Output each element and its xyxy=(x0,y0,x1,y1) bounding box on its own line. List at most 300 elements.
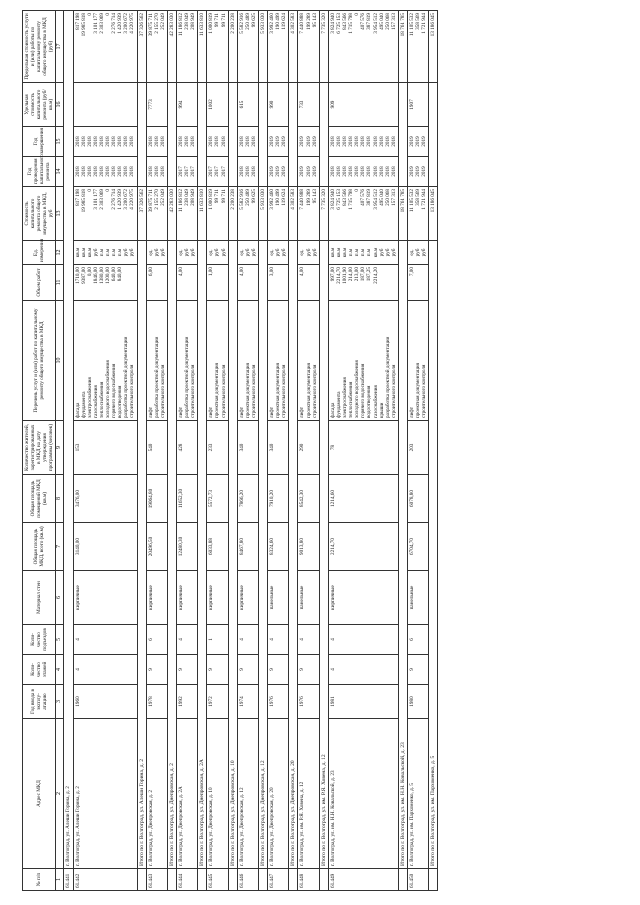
row-number xyxy=(398,869,407,891)
row-number: 61.444 xyxy=(176,869,197,891)
finish-year-value: 2018 xyxy=(390,136,397,147)
wall-material-cell: кирпичные xyxy=(176,571,197,625)
cost-value: 157 313 xyxy=(390,189,397,206)
works-value: теплоснабжения xyxy=(98,381,105,418)
address-cell: г. Волгоград, ул. Днепровская, д. 2А xyxy=(176,719,197,869)
cost-value: 11 105 532 xyxy=(408,189,415,213)
column-header: Количество жителей, зарегистрированных в МКД на дату утверждения программы (человек) xyxy=(23,421,56,475)
repair-year-value: 2017 xyxy=(208,166,215,177)
limit-value: 3 101 177 xyxy=(92,13,99,34)
row-number: 61.449 xyxy=(328,869,398,891)
repair-year-value: 2019 xyxy=(269,166,276,177)
total-row xyxy=(167,11,176,891)
works xyxy=(207,301,228,421)
cost-value: 7 440 888 xyxy=(299,189,306,210)
column-number: 10 xyxy=(56,301,64,421)
specific-cost-cell: 909 xyxy=(328,83,398,127)
unit-value: руб xyxy=(275,248,282,257)
address-cell: г. Волгоград, ул. Алеши Горина, д. 2 xyxy=(73,719,137,869)
row-number: 61.445 xyxy=(207,869,228,891)
year-cell: 1981 xyxy=(328,685,398,719)
cost-value: 358 569 xyxy=(415,189,422,206)
cost xyxy=(328,187,398,241)
limit-value: 817 198 xyxy=(74,13,81,30)
finish-year-value: 2018 xyxy=(92,136,99,147)
residents-cell: 78 xyxy=(328,421,398,475)
total-row xyxy=(398,11,407,891)
works-value: электроснабжения xyxy=(86,377,93,418)
total-area-cell: 9013,80 xyxy=(298,523,319,571)
total-row xyxy=(137,11,146,891)
works-value: строительного контроля xyxy=(311,364,318,418)
year-cell: 1978 xyxy=(146,685,167,719)
limit xyxy=(407,11,428,83)
repair-year-value: 2019 xyxy=(421,166,428,177)
cost-value: 843 566 xyxy=(342,189,349,206)
column-number: 2 xyxy=(56,719,64,869)
repair-year-value: 2019 xyxy=(311,166,318,177)
cost-value: 19 985 818 xyxy=(80,189,87,213)
finish-year xyxy=(407,127,428,157)
column-header: Ед. измерения xyxy=(23,241,56,265)
cost-value: 190 499 xyxy=(275,189,282,206)
column-header: Коли-чество подъездов xyxy=(23,625,56,655)
cost-value: 3 101 177 xyxy=(92,189,99,210)
works-value: лифт xyxy=(208,407,215,418)
volume-value xyxy=(312,267,318,298)
unit-value: руб xyxy=(250,248,257,257)
cost-value: 387 819 xyxy=(366,189,373,206)
specific-cost-cell: 1907 xyxy=(407,83,428,127)
finish-year-value: 2018 xyxy=(177,136,184,147)
row-number: 61.446 xyxy=(237,869,258,891)
works-value: лифт xyxy=(269,407,276,418)
column-number: 5 xyxy=(56,625,64,655)
works-value: строительного контроля xyxy=(250,364,257,418)
works-value: фундамента xyxy=(335,391,342,418)
finish-year xyxy=(237,127,258,157)
volume-value: 187,25 xyxy=(366,267,373,282)
repair-year-value: 2018 xyxy=(384,166,391,177)
works-value: проектная документация xyxy=(305,363,312,418)
column-number-row xyxy=(56,11,64,891)
volume-value xyxy=(160,267,166,298)
limit-value: 39 875 711 xyxy=(147,13,154,37)
volume-value: 3,00 xyxy=(269,267,276,277)
residents-cell: 233 xyxy=(207,421,228,475)
finish-year-value: 2018 xyxy=(250,136,257,147)
year-cell: 1992 xyxy=(176,685,197,719)
unit xyxy=(298,241,319,265)
limit xyxy=(268,11,289,83)
works-value: проектная документация xyxy=(275,363,282,418)
limit-value: 358 569 xyxy=(415,13,422,30)
works-value: фасада xyxy=(329,402,336,418)
cost-value: 5 582 916 xyxy=(238,189,245,210)
repair-year-value: 2018 xyxy=(329,166,336,177)
limit xyxy=(237,11,258,83)
cost-value: 2 303 069 xyxy=(98,189,105,210)
volume-value: 1200,00 xyxy=(105,267,112,284)
total-empty xyxy=(398,83,407,187)
cost xyxy=(407,187,428,241)
repair-year-value: 2018 xyxy=(390,166,397,177)
finish-year xyxy=(73,127,137,157)
unit-value: руб xyxy=(244,248,251,257)
unit-value: руб xyxy=(190,248,197,257)
unit-value: п.м xyxy=(105,248,112,257)
entrances-cell: 4 xyxy=(237,625,258,655)
house-row xyxy=(237,11,258,891)
total-cost: 4 302 583 xyxy=(289,187,298,241)
volume-value: 640,00 xyxy=(111,267,118,282)
total-area-cell: 3140,00 xyxy=(73,523,137,571)
specific-cost-cell: 990 xyxy=(268,83,289,127)
house-row xyxy=(73,11,137,891)
volume-value: 840,00 xyxy=(117,267,124,282)
volume xyxy=(268,265,289,301)
column-number: 6 xyxy=(56,571,64,625)
floors-cell: 9 xyxy=(298,655,319,685)
finish-year-value: 2018 xyxy=(98,136,105,147)
works-value: строительного контроля xyxy=(220,364,227,418)
repair-year-value: 2018 xyxy=(86,166,93,177)
finish-year xyxy=(176,127,197,157)
limit-value: 208 949 xyxy=(190,13,197,30)
works xyxy=(328,301,398,421)
works-value: строительного контроля xyxy=(190,364,197,418)
row-number: 61.442 xyxy=(73,869,137,891)
limit-value: 5 582 916 xyxy=(238,13,245,34)
repair-year-value: 2018 xyxy=(372,166,379,177)
cost-value: 208 949 xyxy=(190,189,197,206)
total-row xyxy=(198,11,207,891)
total-cost: 13 186 045 xyxy=(429,187,438,241)
limit-value: 407 576 xyxy=(360,13,367,30)
cost-value: 1 721 944 xyxy=(421,189,428,210)
finish-year-value: 2019 xyxy=(269,136,276,147)
floors-cell: 9 xyxy=(237,655,258,685)
row-number xyxy=(198,869,207,891)
repair-year-value: 2018 xyxy=(111,166,118,177)
row-number xyxy=(289,869,298,891)
column-header: Материал стен xyxy=(23,571,56,625)
works-value: лифт xyxy=(147,407,154,418)
house-row xyxy=(268,11,289,891)
finish-year-value: 2018 xyxy=(153,136,160,147)
limit-value: 3 992 460 xyxy=(269,13,276,34)
volume-value: 2214,70 xyxy=(335,267,342,284)
total-limit: 13 186 045 xyxy=(429,11,438,83)
repair-year xyxy=(268,157,289,187)
cost xyxy=(176,187,197,241)
limit-value: 252 049 xyxy=(159,13,166,30)
address-cell: г. Волгоград, ул. им. Пархоменко, д. 5 xyxy=(407,719,428,869)
repair-year-value: 2018 xyxy=(117,166,124,177)
limit-value: 1 000 819 xyxy=(208,13,215,34)
unit-value: п.м xyxy=(98,248,105,257)
wall-material-cell: кирпичные xyxy=(207,571,228,625)
works-value: разработка проектной документации xyxy=(153,336,160,418)
specific-cost-cell: 7773 xyxy=(146,83,167,127)
cost-value: 95 143 xyxy=(311,189,318,204)
cost-value: 4 220 975 xyxy=(129,189,136,210)
column-number: 8 xyxy=(56,475,64,523)
works-value: водоотведения xyxy=(366,385,373,418)
row-number xyxy=(429,869,438,891)
limit-value: 250 489 xyxy=(244,13,251,30)
volume-value xyxy=(391,267,397,298)
works xyxy=(146,301,167,421)
limit-value: 7 440 888 xyxy=(299,13,306,34)
repair-year xyxy=(328,157,398,187)
limit-value: 1 721 944 xyxy=(421,13,428,34)
volume-value: 1846,00 xyxy=(92,267,99,284)
unit-value: кв.м xyxy=(342,247,349,258)
cost-value: 407 576 xyxy=(360,189,367,206)
premises-area-cell: 19064,80 xyxy=(146,475,167,523)
address-cell: г. Волгоград, ул. им. Р.Я. Ховена, д. 12 xyxy=(298,719,319,869)
unit xyxy=(237,241,258,265)
volume-value: 997,00 xyxy=(329,267,336,282)
works xyxy=(268,301,289,421)
cost-value: 252 049 xyxy=(159,189,166,206)
finish-year-value: 2018 xyxy=(366,136,373,147)
limit-value: 95 143 xyxy=(311,13,318,28)
cost-value: 39 875 711 xyxy=(147,189,154,213)
cost xyxy=(268,187,289,241)
volume-value xyxy=(281,267,287,298)
floors-cell: 9 xyxy=(207,655,228,685)
specific-cost-cell: 1002 xyxy=(207,83,228,127)
works-value: электроснабжения xyxy=(342,377,349,418)
limit-value: 11 186 812 xyxy=(177,13,184,37)
finish-year-value: 2018 xyxy=(348,136,355,147)
limit-value: 2 303 069 xyxy=(98,13,105,34)
total-empty xyxy=(259,83,268,187)
repair-year-value: 2018 xyxy=(74,166,81,177)
year-cell: 1976 xyxy=(268,685,289,719)
repair-year-value: 2018 xyxy=(129,166,136,177)
total-row xyxy=(289,11,298,891)
unit-value: руб xyxy=(384,248,391,257)
volume-value xyxy=(221,267,227,298)
volume xyxy=(176,265,197,301)
volume-value: 2214,20 xyxy=(372,267,379,284)
volume-value: 214,00 xyxy=(348,267,355,282)
unit xyxy=(268,241,289,265)
finish-year-value: 2018 xyxy=(329,136,336,147)
limit-value: 3 200 672 xyxy=(123,13,130,34)
finish-year-value: 2018 xyxy=(335,136,342,147)
unit-value: ед. xyxy=(408,249,415,256)
wall-material-cell: кирпичные xyxy=(328,571,398,625)
unit-value: кв.м xyxy=(372,247,379,258)
limit-value: 19 985 818 xyxy=(80,13,87,37)
finish-year-value: 2018 xyxy=(360,136,367,147)
works-value: водоотведения xyxy=(117,385,124,418)
premises-area-cell: 5572,73 xyxy=(207,475,228,523)
cost-value: 6 725 153 xyxy=(335,189,342,210)
cost-value: 817 198 xyxy=(74,189,81,206)
total-label: Итого по г. Волгоград, ул. им. Р.Я. Ховена, д. 12 xyxy=(319,241,328,869)
finish-year xyxy=(268,127,289,157)
finish-year-value: 2018 xyxy=(208,136,215,147)
works-value: разработка проектной документации xyxy=(123,336,130,418)
finish-year-value: 2018 xyxy=(147,136,154,147)
address-cell: г. Волгоград, ул. Днепровская, д. 12 xyxy=(237,719,258,869)
limit xyxy=(146,11,167,83)
row-number: 61.443 xyxy=(146,869,167,891)
finish-year-value: 2018 xyxy=(184,136,191,147)
unit xyxy=(176,241,197,265)
works-value: проектная документация xyxy=(415,363,422,418)
specific-cost-cell: 733 xyxy=(298,83,319,127)
finish-year xyxy=(207,127,228,157)
works xyxy=(176,301,197,421)
house-row xyxy=(407,11,428,891)
unit-value: кв.м xyxy=(329,247,336,258)
works-value: лифт xyxy=(177,407,184,418)
year-cell: 1960 xyxy=(73,685,137,719)
repair-year xyxy=(73,157,137,187)
total-row xyxy=(259,11,268,891)
total-row xyxy=(429,11,438,891)
total-empty xyxy=(429,83,438,187)
cost-value: 119 624 xyxy=(281,189,288,206)
column-number: 12 xyxy=(56,241,64,265)
volume xyxy=(237,265,258,301)
finish-year-value: 2018 xyxy=(86,136,93,147)
unit-value: ед. xyxy=(147,249,154,256)
row-number: 61.447 xyxy=(268,869,289,891)
column-number: 7 xyxy=(56,523,64,571)
cost-value: 99 711 xyxy=(220,189,227,204)
works-value: газоснабжения xyxy=(92,385,99,418)
floors-cell: 9 xyxy=(176,655,197,685)
finish-year-value: 2018 xyxy=(244,136,251,147)
limit-value: 238 049 xyxy=(184,13,191,30)
premises-area-cell: 7910,20 xyxy=(268,475,289,523)
header-row xyxy=(23,11,56,891)
limit-value: 1 715 798 xyxy=(348,13,355,34)
volume xyxy=(407,265,428,301)
works-value: горячего водоснабжения xyxy=(360,363,367,418)
residents-cell: 428 xyxy=(176,421,197,475)
works-value: теплоснабжения xyxy=(348,381,355,418)
total-label: Итого по г. Волгоград, ул. им. Пархоменко, д. 5 xyxy=(429,241,438,869)
works-value: строительного контроля xyxy=(281,364,288,418)
year-cell: 1980 xyxy=(407,685,428,719)
column-header: Адрес МКД xyxy=(23,719,56,869)
total-limit: 37 326 562 xyxy=(137,11,146,83)
volume-value: 187,00 xyxy=(360,267,367,282)
volume-value: 213,00 xyxy=(354,267,361,282)
column-header: Коли-чество этажей xyxy=(23,655,56,685)
finish-year-value: 2018 xyxy=(129,136,136,147)
works-value: фундамента xyxy=(80,391,87,418)
repair-year-value: 2018 xyxy=(123,166,130,177)
specific-cost-cell: 994 xyxy=(176,83,197,127)
year-cell: 1974 xyxy=(237,685,258,719)
works-value: строительного контроля xyxy=(421,364,428,418)
wall-material-cell: кирпичные xyxy=(237,571,258,625)
repair-year-value: 2018 xyxy=(360,166,367,177)
repair-year-value: 2017 xyxy=(190,166,197,177)
volume-value xyxy=(129,267,135,298)
table-body xyxy=(64,11,438,891)
finish-year-value: 2018 xyxy=(214,136,221,147)
total-area-cell: 8324,60 xyxy=(268,523,289,571)
unit-value: руб xyxy=(220,248,227,257)
total-cost: 11 633 810 xyxy=(198,187,207,241)
volume-value xyxy=(251,267,257,298)
column-number: 11 xyxy=(56,265,64,301)
total-limit: 7 735 320 xyxy=(319,11,328,83)
limit-value: 0 xyxy=(105,13,112,16)
finish-year-value: 2018 xyxy=(354,136,361,147)
column-header: Год проведения капитального ремонта xyxy=(23,157,56,187)
premises-area-cell: 6078,80 xyxy=(407,475,428,523)
address-cell: г. Волгоград, ул. Днепровская, д. 20 xyxy=(268,719,289,869)
total-limit: 11 633 810 xyxy=(198,11,207,83)
unit-value: руб xyxy=(378,248,385,257)
cost-value: 1 000 819 xyxy=(208,189,215,210)
total-limit: 18 761 785 xyxy=(398,11,407,83)
works-value: лифт xyxy=(408,407,415,418)
cost-value: 3 200 672 xyxy=(123,189,130,210)
works-value: холодного водоснабжения xyxy=(105,360,112,418)
column-header: Предельная стоимость услуги и (или) работы по капитальному ремонту общего имущества в МКД (руб) xyxy=(23,11,56,83)
unit-value: ед. xyxy=(238,249,245,256)
cost-value: 495 040 xyxy=(378,189,385,206)
wall-material-cell: панельные xyxy=(407,571,428,625)
cost-value: 0 xyxy=(354,189,361,192)
finish-year xyxy=(298,127,319,157)
wall-material-cell: кирпичные xyxy=(73,571,137,625)
cost-value: 250 489 xyxy=(244,189,251,206)
row-number xyxy=(259,869,268,891)
total-area-cell: 12480,30 xyxy=(176,523,197,571)
repair-year-value: 2018 xyxy=(250,166,257,177)
unit-value: руб xyxy=(390,248,397,257)
unit-value: руб xyxy=(311,248,318,257)
volume-value: 6,00 xyxy=(147,267,154,277)
repair-year-value: 2019 xyxy=(305,166,312,177)
volume xyxy=(73,265,137,301)
limit-value: 843 566 xyxy=(342,13,349,30)
finish-year-value: 2018 xyxy=(238,136,245,147)
unit xyxy=(328,241,398,265)
repair-year-value: 2018 xyxy=(378,166,385,177)
unit-value: п.м xyxy=(111,248,118,257)
residents-cell: 340 xyxy=(268,421,289,475)
works-value: фасада xyxy=(74,402,81,418)
finish-year-value: 2019 xyxy=(275,136,282,147)
finish-year-value: 2019 xyxy=(311,136,318,147)
repair-year-value: 2018 xyxy=(342,166,349,177)
repair-year-value: 2019 xyxy=(281,166,288,177)
limit-value: 250 068 xyxy=(384,13,391,30)
works-value: разработка проектной документации xyxy=(184,336,191,418)
total-label: Итого по г. Волгоград, ул. им. Н.Н. Ковальской, д. 23 xyxy=(398,241,407,869)
limit xyxy=(207,11,228,83)
total-row xyxy=(228,11,237,891)
limit-value: 6 725 153 xyxy=(335,13,342,34)
unit-value: п.м xyxy=(354,248,361,257)
limit-value: 99 711 xyxy=(220,13,227,28)
total-limit: 42 283 030 xyxy=(167,11,176,83)
